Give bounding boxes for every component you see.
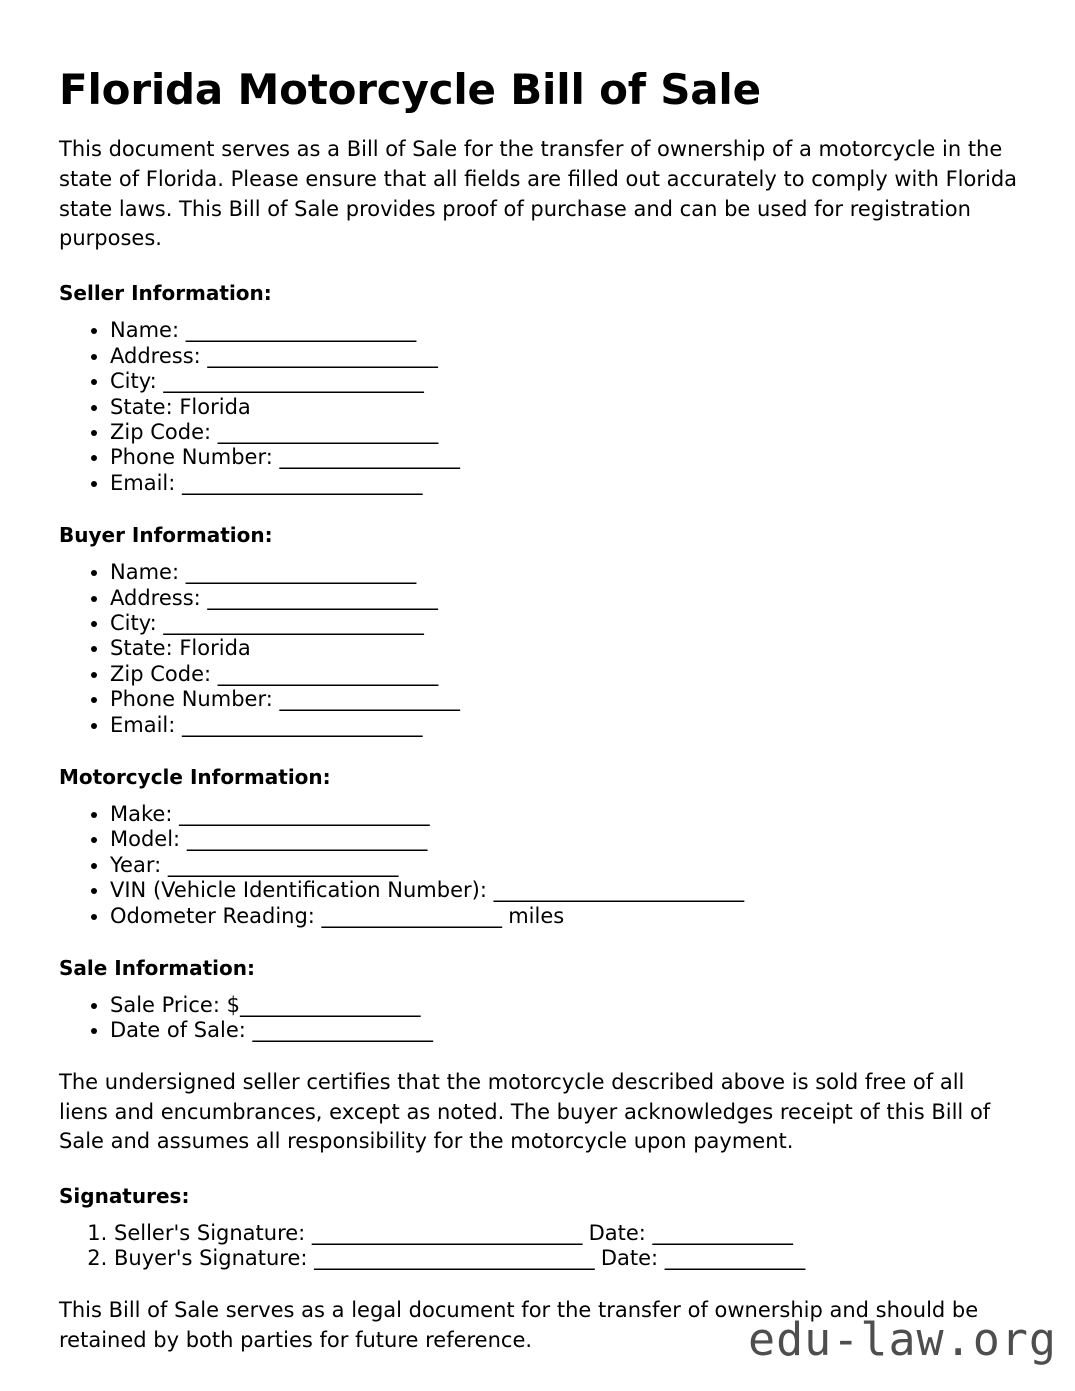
motorcycle-field-label: Make: (110, 801, 180, 826)
motorcycle-field-blank[interactable]: _________________________ (179, 801, 430, 826)
seller-fields-list (59, 318, 1018, 496)
signature-date-blank[interactable]: ______________ (664, 1245, 805, 1270)
buyer-field-blank[interactable]: __________________ (279, 687, 460, 712)
buyer-information-heading: Buyer Information: (59, 523, 273, 548)
sale-field-row (110, 1018, 1018, 1043)
buyer-field-label: Address: (110, 585, 208, 610)
buyer-field-row (110, 662, 1018, 687)
motorcycle-field-label: Year: (110, 852, 168, 877)
buyer-fields-list (59, 560, 1018, 738)
document-page (59, 0, 1018, 1356)
motorcycle-field-row (110, 802, 1018, 827)
site-watermark: edu-law.org (747, 1313, 1057, 1366)
seller-field-blank[interactable]: __________________________ (163, 369, 424, 394)
buyer-field-blank[interactable]: ______________________ (217, 661, 438, 686)
motorcycle-information-heading: Motorcycle Information: (59, 764, 331, 789)
signature-list (59, 1221, 1018, 1270)
sale-field-blank[interactable]: __________________ (239, 993, 420, 1017)
signature-blank[interactable]: ____________________________ (314, 1245, 595, 1270)
sale-fields-list (59, 993, 1018, 1044)
motorcycle-field-suffix: miles (501, 903, 565, 928)
buyer-field-row (110, 713, 1018, 738)
seller-field-label: Email: (110, 470, 183, 495)
buyer-field-row (110, 611, 1018, 636)
closing-paragraph: This Bill of Sale serves as a legal document for the transfer of ownership and should be retained by both parties for future reference. (59, 1297, 979, 1352)
motorcycle-field-blank[interactable]: ________________________ (186, 827, 427, 852)
seller-field-row (110, 395, 1018, 420)
buyer-field-label: Name: (110, 560, 186, 585)
seller-field-row (110, 318, 1018, 343)
seller-field-blank[interactable]: ______________________ (217, 419, 438, 444)
sale-field-label: Sale Price: $ (110, 993, 240, 1017)
sale-field-blank[interactable]: __________________ (252, 1018, 433, 1043)
seller-field-label: Phone Number: (110, 445, 280, 470)
seller-field-blank[interactable]: __________________ (279, 445, 460, 470)
seller-field-label: City: (110, 369, 164, 394)
signature-label: Seller's Signature: (114, 1221, 312, 1246)
buyer-field-row (110, 687, 1018, 712)
buyer-field-blank[interactable]: _______________________ (207, 585, 438, 610)
buyer-field-label: Phone Number: (110, 687, 280, 712)
motorcycle-field-blank[interactable]: __________________ (321, 903, 502, 928)
buyer-field-label: State: Florida (110, 636, 251, 661)
motorcycle-field-label: VIN (Vehicle Identification Number): (110, 878, 494, 903)
buyer-field-label: Zip Code: (110, 661, 218, 686)
motorcycle-field-label: Odometer Reading: (110, 903, 322, 928)
buyer-field-blank[interactable]: _______________________ (185, 560, 416, 585)
motorcycle-field-label: Model: (110, 827, 187, 852)
signatures-heading: Signatures: (59, 1184, 190, 1209)
seller-field-label: Zip Code: (110, 419, 218, 444)
buyer-field-blank[interactable]: __________________________ (163, 610, 424, 635)
buyer-field-row (110, 636, 1018, 661)
buyer-field-row (110, 586, 1018, 611)
seller-field-row (110, 445, 1018, 470)
seller-field-row (110, 369, 1018, 394)
motorcycle-field-row (110, 904, 1018, 929)
seller-field-row (110, 420, 1018, 445)
buyer-field-row (110, 560, 1018, 585)
signature-row (114, 1221, 1018, 1245)
intro-paragraph: This document serves as a Bill of Sale for the transfer of ownership of a motorcycle in the state of Florida. Please ensure that all fields are filled out accurately to comply with Florida state laws. This Bill of Sale provides proof of purchase and can be used for registration purposes. (59, 137, 1018, 251)
sale-field-label: Date of Sale: (110, 1018, 253, 1043)
seller-field-blank[interactable]: _______________________ (207, 343, 438, 368)
buyer-field-label: City: (110, 610, 164, 635)
seller-field-label: Name: (110, 318, 186, 343)
signature-row (114, 1246, 1018, 1270)
signature-blank[interactable]: ___________________________ (311, 1221, 582, 1246)
certification-paragraph: The undersigned seller certifies that the motorcycle described above is sold free of all liens and encumbrances, except as noted. The buyer acknowledges receipt of this Bill of Sale and assumes all responsibility for the motorcycle upon payment. (59, 1069, 991, 1154)
signature-date-blank[interactable]: ______________ (652, 1221, 793, 1246)
page-title: Florida Motorcycle Bill of Sale (59, 65, 761, 114)
motorcycle-field-blank[interactable]: _________________________ (493, 878, 744, 903)
motorcycle-field-row (110, 878, 1018, 903)
seller-field-row (110, 344, 1018, 369)
seller-field-label: Address: (110, 343, 208, 368)
buyer-field-label: Email: (110, 712, 183, 737)
seller-field-blank[interactable]: _______________________ (185, 318, 416, 343)
buyer-field-blank[interactable]: ________________________ (182, 712, 423, 737)
motorcycle-field-row (110, 853, 1018, 878)
motorcycle-field-blank[interactable]: _______________________ (167, 852, 398, 877)
seller-field-label: State: Florida (110, 394, 251, 419)
seller-field-row (110, 471, 1018, 496)
signature-date-label: Date: (594, 1245, 665, 1270)
seller-field-blank[interactable]: ________________________ (182, 470, 423, 495)
signature-date-label: Date: (581, 1221, 653, 1246)
signature-label: Buyer's Signature: (114, 1245, 315, 1270)
motorcycle-fields-list (59, 802, 1018, 929)
seller-information-heading: Seller Information: (59, 281, 272, 306)
sale-information-heading: Sale Information: (59, 956, 255, 980)
sale-field-row (110, 993, 1018, 1018)
motorcycle-field-row (110, 827, 1018, 852)
